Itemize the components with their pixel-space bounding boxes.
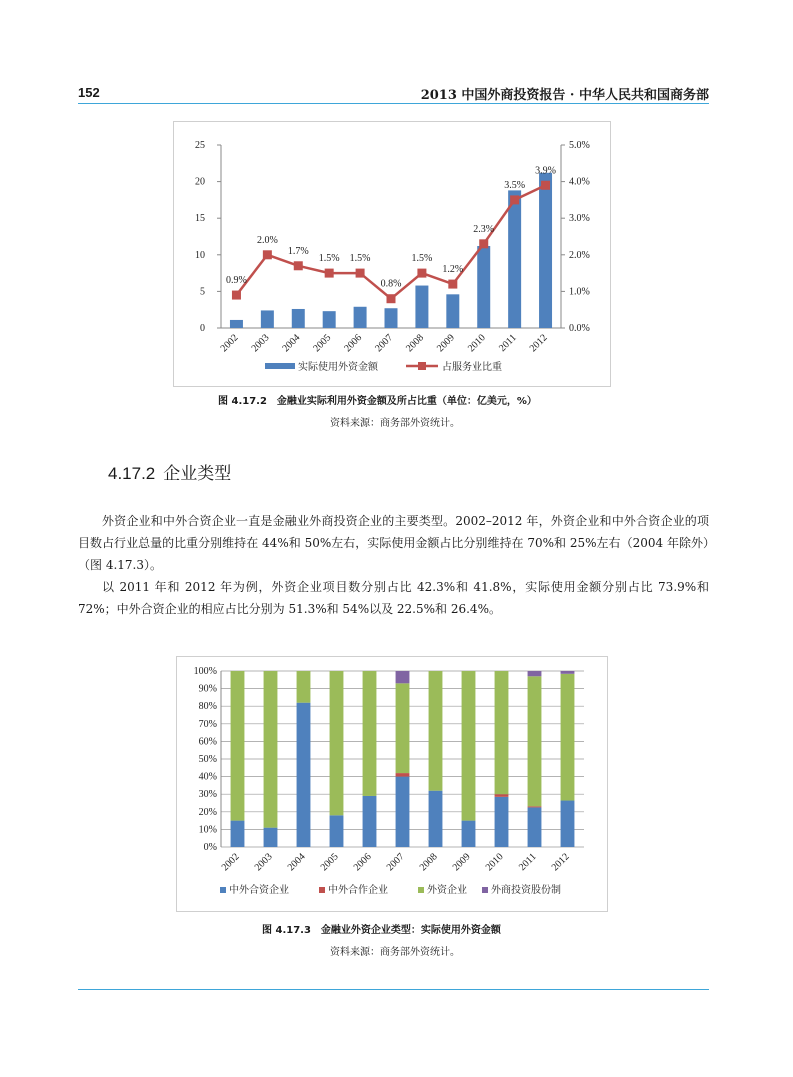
data-label: 1.7%: [287, 245, 309, 257]
line-marker: [294, 261, 303, 270]
page-number: 152: [78, 85, 100, 100]
y-tick-label: 90%: [198, 683, 217, 695]
data-label: 2.3%: [473, 223, 495, 235]
right-tick-label: 2.0%: [569, 249, 590, 261]
line-marker: [510, 195, 519, 204]
stacked-segment: [462, 671, 476, 821]
line-marker: [263, 250, 272, 259]
line-marker: [448, 280, 457, 289]
figure-2-svg: [177, 657, 607, 911]
paragraph-2: 以 2011 年和 2012 年为例，外资企业项目数分别占比 42.3%和 41.8%，实际使用金额分别占比 73.9%和 72%；中外合资企业的相应占比分别为 51.3%和 54%以及 22.5%和 26.4%。: [78, 580, 709, 616]
bar: [354, 307, 367, 328]
line-marker: [417, 269, 426, 278]
legend-label: 占服务业比重: [442, 362, 502, 373]
y-tick-label: 50%: [198, 754, 217, 765]
figure-2-source: 资料来源：商务部外资统计。: [330, 947, 460, 958]
stacked-segment: [396, 671, 410, 683]
x-tick-label: 2002: [219, 851, 242, 874]
stacked-segment: [264, 828, 278, 847]
data-label: 1.2%: [442, 264, 464, 276]
x-tick-label: 2011: [497, 332, 519, 355]
x-tick-label: 2004: [285, 851, 308, 874]
x-tick-label: 2010: [465, 332, 488, 355]
x-tick-label: 2002: [218, 332, 241, 355]
stacked-segment: [330, 671, 344, 815]
x-tick-label: 2005: [311, 332, 334, 355]
bar: [323, 311, 336, 328]
stacked-segment: [462, 821, 476, 847]
x-tick-label: 2003: [252, 851, 275, 874]
stacked-segment: [396, 683, 410, 773]
line-marker: [232, 291, 241, 300]
stacked-segment: [330, 815, 344, 847]
stacked-segment: [264, 671, 278, 828]
y-tick-label: 100%: [193, 666, 217, 677]
x-tick-label: 2009: [435, 332, 457, 355]
stacked-segment: [429, 671, 443, 791]
bar: [292, 309, 305, 328]
stacked-segment: [297, 703, 311, 847]
bar: [446, 294, 459, 328]
legend-label: 外商投资股份制: [491, 885, 561, 896]
bar: [230, 320, 243, 328]
x-tick-label: 2003: [249, 332, 272, 355]
stacked-segment: [528, 671, 542, 676]
y-tick-label: 40%: [198, 771, 217, 783]
line-marker: [479, 239, 488, 248]
stacked-segment: [528, 676, 542, 806]
stacked-segment: [396, 773, 410, 777]
left-tick-label: 20: [195, 176, 205, 188]
figure-2-caption: 图 4.17.3 金融业外资企业类型：实际使用外资金额: [262, 925, 501, 936]
bar: [415, 286, 428, 328]
legend-label: 中外合作企业: [328, 885, 388, 896]
data-label: 1.5%: [318, 253, 340, 265]
figure-1-caption: 图 4.17.2 金融业实际利用外资金额及所占比重（单位：亿美元，%）: [218, 396, 537, 407]
legend-swatch: [418, 887, 424, 893]
y-tick-label: 30%: [198, 789, 217, 801]
stacked-segment: [495, 794, 509, 797]
stacked-segment: [528, 807, 542, 847]
line-marker: [325, 269, 334, 278]
legend-swatch-marker: [418, 362, 426, 370]
bar: [539, 173, 552, 328]
bar: [261, 310, 274, 328]
data-label: 1.5%: [349, 253, 371, 265]
stacked-segment: [363, 671, 377, 796]
legend-label: 中外合资企业: [229, 885, 289, 896]
paragraph-1: 外资企业和中外合资企业一直是金融业外商投资企业的主要类型。2002–2012 年，外资企业和中外合资企业的项目数占行业总量的比重分别维持在 44%和 50%左右，实际使用金额占比分别维持在 70%和 25%左右（2004 年除外）（图 4.17.3）。: [78, 514, 709, 572]
y-tick-label: 60%: [198, 736, 217, 748]
legend-label: 外资企业: [427, 885, 467, 896]
x-tick-label: 2009: [450, 851, 473, 874]
x-tick-label: 2010: [483, 851, 506, 874]
x-tick-label: 2007: [384, 851, 407, 874]
figure-2-chart: [176, 656, 608, 912]
stacked-segment: [231, 821, 245, 847]
right-tick-label: 0.0%: [569, 323, 590, 334]
data-label: 3.9%: [535, 165, 556, 177]
right-tick-label: 5.0%: [569, 140, 590, 151]
left-tick-label: 25: [195, 140, 205, 151]
x-tick-label: 2007: [373, 332, 396, 355]
data-label: 3.5%: [504, 179, 526, 191]
right-tick-label: 3.0%: [569, 213, 590, 225]
body-text: [78, 510, 709, 620]
stacked-segment: [429, 791, 443, 847]
line-marker: [356, 269, 365, 278]
data-label: 0.8%: [380, 278, 402, 290]
right-tick-label: 4.0%: [569, 176, 590, 188]
x-tick-label: 2006: [351, 851, 374, 874]
stacked-segment: [561, 801, 575, 847]
left-tick-label: 5: [200, 286, 205, 298]
left-tick-label: 15: [195, 213, 205, 225]
y-tick-label: 70%: [198, 718, 217, 730]
data-label: 0.9%: [226, 275, 247, 287]
legend-swatch: [319, 887, 325, 893]
x-tick-label: 2011: [516, 851, 539, 874]
section-number: 4.17.2: [108, 464, 156, 483]
y-tick-label: 80%: [198, 701, 217, 713]
legend-swatch: [220, 887, 226, 893]
x-tick-label: 2008: [404, 332, 427, 355]
x-tick-label: 2012: [527, 332, 550, 355]
y-tick-label: 10%: [198, 824, 217, 836]
y-tick-label: 20%: [198, 806, 217, 818]
legend-label: 实际使用外资金额: [298, 362, 378, 373]
left-tick-label: 10: [195, 249, 205, 261]
footer-rule: [78, 989, 709, 990]
right-tick-label: 1.0%: [569, 286, 590, 298]
stacked-segment: [363, 796, 377, 847]
x-tick-label: 2012: [549, 851, 572, 874]
x-tick-label: 2008: [417, 851, 440, 874]
x-tick-label: 2004: [280, 332, 303, 355]
stacked-segment: [495, 797, 509, 847]
bar: [508, 190, 521, 328]
figure-1-source: 资料来源：商务部外资统计。: [330, 418, 460, 429]
bar: [477, 246, 490, 328]
line-marker: [541, 181, 550, 190]
bar: [385, 308, 398, 328]
data-label: 1.5%: [411, 253, 433, 265]
figure-1-svg: [174, 122, 610, 386]
header-rule: [78, 103, 709, 104]
stacked-segment: [297, 671, 311, 703]
stacked-segment: [561, 674, 575, 801]
line-marker: [387, 294, 396, 303]
legend-swatch-bar: [265, 363, 295, 369]
section-title: 企业类型: [163, 464, 232, 484]
x-tick-label: 2005: [318, 851, 341, 874]
stacked-segment: [528, 806, 542, 807]
section-heading: [108, 459, 231, 484]
left-tick-label: 0: [200, 323, 205, 334]
x-tick-label: 2006: [342, 332, 365, 355]
legend-swatch: [482, 887, 488, 893]
data-label: 2.0%: [256, 234, 278, 246]
figure-1-chart: [173, 121, 611, 387]
stacked-segment: [495, 671, 509, 794]
stacked-segment: [561, 671, 575, 674]
stacked-segment: [231, 671, 245, 821]
running-header-title: 2013 中国外商投资报告 · 中华人民共和国商务部: [420, 88, 709, 103]
stacked-segment: [396, 777, 410, 847]
y-tick-label: 0%: [203, 842, 217, 853]
